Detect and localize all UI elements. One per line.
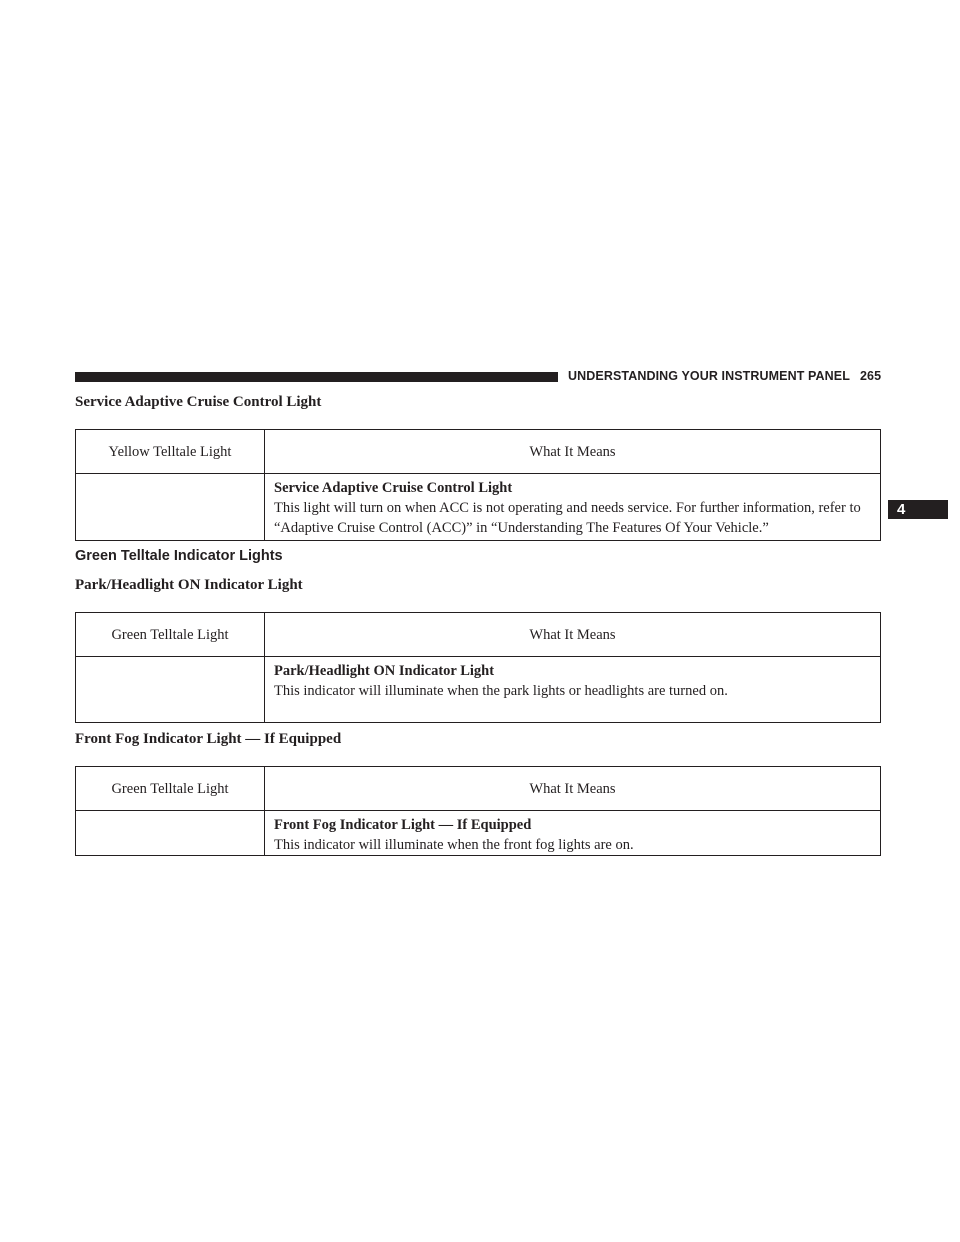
header-section-title: UNDERSTANDING YOUR INSTRUMENT PANEL [568, 369, 850, 383]
section-heading-service-acc: Service Adaptive Cruise Control Light [75, 394, 322, 410]
telltale-table-park-headlight [75, 612, 881, 723]
row-title: Service Adaptive Cruise Control Light [274, 480, 513, 496]
telltale-table-service-acc [75, 429, 881, 541]
col-header-light: Yellow Telltale Light [76, 430, 265, 474]
col-header-meaning: What It Means [265, 767, 881, 811]
table-header-row [76, 767, 881, 811]
row-text: This light will turn on when ACC is not operating and needs service. For further information, refer to “Adaptive Cruise Control (ACC)” in “Understanding The Features Of Your Vehicle.” [274, 500, 861, 536]
section-heading-front-fog: Front Fog Indicator Light — If Equipped [75, 731, 342, 747]
row-title: Front Fog Indicator Light — If Equipped [274, 817, 532, 833]
col-header-light: Green Telltale Light [76, 613, 265, 657]
row-text: This indicator will illuminate when the park lights or headlights are turned on. [274, 683, 728, 699]
running-header [568, 369, 881, 383]
table-row [76, 474, 881, 541]
meaning-cell [265, 474, 881, 541]
telltale-table-front-fog [75, 766, 881, 856]
header-rule [75, 372, 558, 382]
group-heading-green: Green Telltale Indicator Lights [75, 548, 283, 564]
table-row [76, 657, 881, 723]
chapter-number: 4 [897, 501, 906, 518]
chapter-tab [888, 500, 948, 519]
col-header-light: Green Telltale Light [76, 767, 265, 811]
table-row [76, 811, 881, 856]
page-number: 265 [859, 369, 882, 383]
meaning-cell [265, 811, 881, 856]
telltale-icon-cell [76, 657, 265, 723]
row-title: Park/Headlight ON Indicator Light [274, 663, 495, 679]
telltale-icon-cell [76, 811, 265, 856]
col-header-meaning: What It Means [265, 430, 881, 474]
table-header-row [76, 613, 881, 657]
col-header-meaning: What It Means [265, 613, 881, 657]
table-header-row [76, 430, 881, 474]
telltale-icon-cell [76, 474, 265, 541]
section-heading-park-headlight: Park/Headlight ON Indicator Light [75, 577, 303, 593]
row-text: This indicator will illuminate when the front fog lights are on. [274, 837, 634, 853]
meaning-cell [265, 657, 881, 723]
